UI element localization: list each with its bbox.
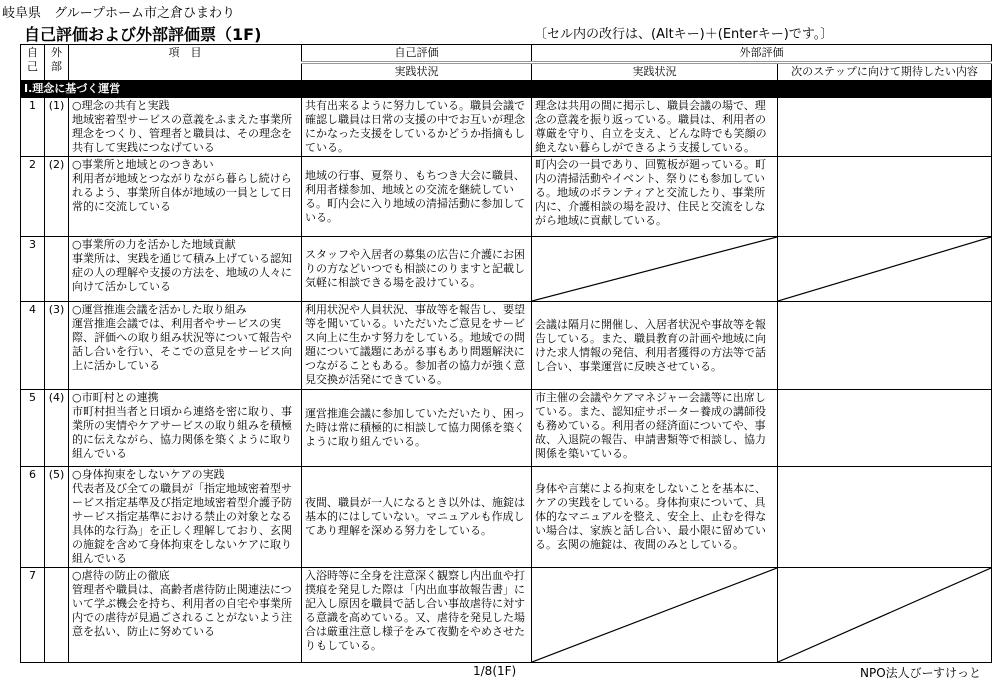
self-practice-cell[interactable]: 夜間、職員が一人になるとき以外は、施錠は基本的にはしていない。マニュアルも作成してあり理解を深める努力をしている。 <box>302 467 532 568</box>
table-row <box>21 237 992 302</box>
item-body: 地域密着型サービスの意義をふまえた事業所理念をつくり、管理者と職員は、その理念を共有して実践につなげている <box>72 113 292 154</box>
ext-next-cell[interactable] <box>778 390 992 467</box>
item-title: ○理念の共有と実践 <box>72 99 170 112</box>
self-no: 7 <box>21 568 45 663</box>
header-self-eval: 自己評価 <box>302 45 532 63</box>
diagonal-slash-icon <box>778 237 991 301</box>
ext-next-cell[interactable] <box>778 157 992 237</box>
ext-practice-cell[interactable]: 身体や言葉による拘束をしないことを基本に、ケアの実践をしている。身体拘束について、具体的なマニュアルを整え、安全上、止むを得ない場合は、家族と話し合い、最小限に留めている。玄関の施錠は、夜間のみとしている。 <box>532 467 778 568</box>
ext-practice-cell[interactable]: 市主催の会議やケアマネジャー会議等に出席している。また、認知症サポーター養成の講師役も務めている。利用者の経済面についてや、事故、入退院の報告、申請書類等で相談し、協力関係を築いている。 <box>532 390 778 467</box>
item-body: 市町村担当者と日頃から連絡を密に取り、事業所の実情やケアサービスの取り組みを積極的に伝えながら、協力関係を築くように取り組んでいる <box>72 405 292 460</box>
document-title: 自己評価および外部評価票（1F) <box>24 25 262 44</box>
self-no: 2 <box>21 157 45 237</box>
diagonal-slash-icon <box>778 568 991 662</box>
self-no: 4 <box>21 302 45 390</box>
section-header: Ⅰ.理念に基づく運営 <box>21 81 992 98</box>
self-no: 1 <box>21 98 45 157</box>
item-body: 事業所は、実践を通じて積み上げている認知症の人の理解や支援の方法を、地域の人々に向けて活かしている <box>72 252 292 293</box>
ext-no <box>45 568 69 663</box>
ext-no: (3) <box>45 302 69 390</box>
ext-no: (1) <box>45 98 69 157</box>
item-title: ○身体拘束をしないケアの実践 <box>72 468 225 481</box>
item-title: ○事業所の力を活かした地域貢献 <box>72 238 236 251</box>
ext-practice-cell-na <box>532 237 778 302</box>
item-body: 運営推進会議では、利用者やサービスの実際、評価への取り組み状況等について報告や話し合いを行い、そこでの意見をサービス向上に活かしている <box>72 317 292 372</box>
table-row <box>21 390 992 467</box>
ext-next-cell[interactable] <box>778 302 992 390</box>
item-cell <box>69 467 302 568</box>
header-ext-practice: 実践状況 <box>532 63 778 81</box>
item-cell <box>69 390 302 467</box>
ext-next-cell[interactable] <box>778 467 992 568</box>
ext-no: (2) <box>45 157 69 237</box>
evaluation-table <box>20 44 992 663</box>
ext-no: (5) <box>45 467 69 568</box>
item-title: ○運営推進会議を活かした取り組み <box>72 303 247 316</box>
table-row <box>21 467 992 568</box>
self-practice-cell[interactable]: 運営推進会議に参加していただいたり、困った時は常に積極的に相談して協力関係を築くように取り組んでいる。 <box>302 390 532 467</box>
header-self-no: 自己 <box>21 45 45 81</box>
ext-next-cell-na <box>778 568 992 663</box>
header-item: 項 目 <box>69 45 302 81</box>
item-title: ○市町村との連携 <box>72 391 159 404</box>
ext-no <box>45 237 69 302</box>
self-practice-cell[interactable]: 地域の行事、夏祭り、もちつき大会に職員、利用者様参加、地域との交流を継続している。町内会に入り地域の清掃活動に参加している。 <box>302 157 532 237</box>
line-break-note: 〔セル内の改行は、(Altキー)＋(Enterキー)です。〕 <box>534 27 834 42</box>
diagonal-slash-icon <box>532 237 777 301</box>
header-ext-no: 外部 <box>45 45 69 81</box>
item-title: ○虐待の防止の徹底 <box>72 569 170 582</box>
item-body: 代表者及び全ての職員が「指定地域密着型サービス指定基準及び指定地域密着型介護予防サービス指定基準における禁止の対象となる具体的な行為」を正しく理解しており、玄関の施錠を含めて身体拘束をしないケアに取り組んでいる <box>72 482 292 565</box>
header-ext-next: 次のステップに向けて期待したい内容 <box>778 63 992 81</box>
table-row <box>21 302 992 390</box>
ext-practice-cell-na <box>532 568 778 663</box>
item-cell <box>69 98 302 157</box>
table-row <box>21 98 992 157</box>
self-no: 3 <box>21 237 45 302</box>
ext-next-cell[interactable] <box>778 98 992 157</box>
item-cell <box>69 568 302 663</box>
item-body: 利用者が地域とつながりながら暮らし続けられるよう、事業所自体が地域の一員として日常的に交流している <box>72 172 292 213</box>
self-practice-cell[interactable]: スタッフや入居者の募集の広告に介護にお困りの方などいつでも相談にのりますと記載し気軽に相談できる場を設けている。 <box>302 237 532 302</box>
header-ext-eval: 外部評価 <box>532 45 992 63</box>
footer-organization: NPO法人びーすけっと <box>860 666 982 680</box>
ext-no: (4) <box>45 390 69 467</box>
page-number: 1/8(1F) <box>473 664 517 678</box>
item-title: ○事業所と地域とのつきあい <box>72 158 214 171</box>
ext-practice-cell[interactable]: 会議は隔月に開催し、入居者状況や事故等を報告している。また、職員教育の計画や地域に向けた求人情報の発信、利用者獲得の方法等で話し合い、事業運営に反映させている。 <box>532 302 778 390</box>
self-no: 6 <box>21 467 45 568</box>
ext-next-cell-na <box>778 237 992 302</box>
table-row <box>21 568 992 663</box>
ext-practice-cell[interactable]: 理念は共用の間に掲示し、職員会議の場で、理念の意義を振り返っている。職員は、利用者の尊厳を守り、自立を支え、どんな時でも笑顔の絶えない暮らしができるよう支援している。 <box>532 98 778 157</box>
self-practice-cell[interactable]: 入浴時等に全身を注意深く観察し内出血や打撲痕を発見した際は「内出血事故報告書」に記入し原因を職員で話し合い事故虐待に対する意識を高めている。又、虐待を発見した場合は厳重注意し様子をみて夜勤をやめさせたりもしている。 <box>302 568 532 663</box>
item-body: 管理者や職員は、高齢者虐待防止関連法について学ぶ機会を持ち、利用者の自宅や事業所内での虐待が見過ごされることがないよう注意を払い、防止に努めている <box>72 583 292 638</box>
organization-name: 岐阜県 グループホーム市之倉ひまわり <box>2 6 235 21</box>
ext-practice-cell[interactable]: 町内会の一員であり、回覧板が廻っている。町内の清掃活動やイベント、祭りにも参加している。地域のボランティアと交流したり、事業所内に、介護相談の場を設け、住民と交流をしながら地域に貢献している。 <box>532 157 778 237</box>
self-practice-cell[interactable]: 共有出来るように努力している。職員会議で確認し職員は日常の支援の中でお互いが理念にかなった支援をしているかどうか指摘もしている。 <box>302 98 532 157</box>
item-cell <box>69 237 302 302</box>
self-no: 5 <box>21 390 45 467</box>
item-cell <box>69 157 302 237</box>
item-cell <box>69 302 302 390</box>
self-practice-cell[interactable]: 利用状況や人員状況、事故等を報告し、要望等を聞いている。いただいたご意見をサービス向上に生かす努力をしている。地域での問題について議題にあがる事もあり問題解決につながることもある。参加者の協力が強く意見交換が活発にできている。 <box>302 302 532 390</box>
header-self-practice: 実践状況 <box>302 63 532 81</box>
diagonal-slash-icon <box>532 568 777 662</box>
table-row <box>21 157 992 237</box>
